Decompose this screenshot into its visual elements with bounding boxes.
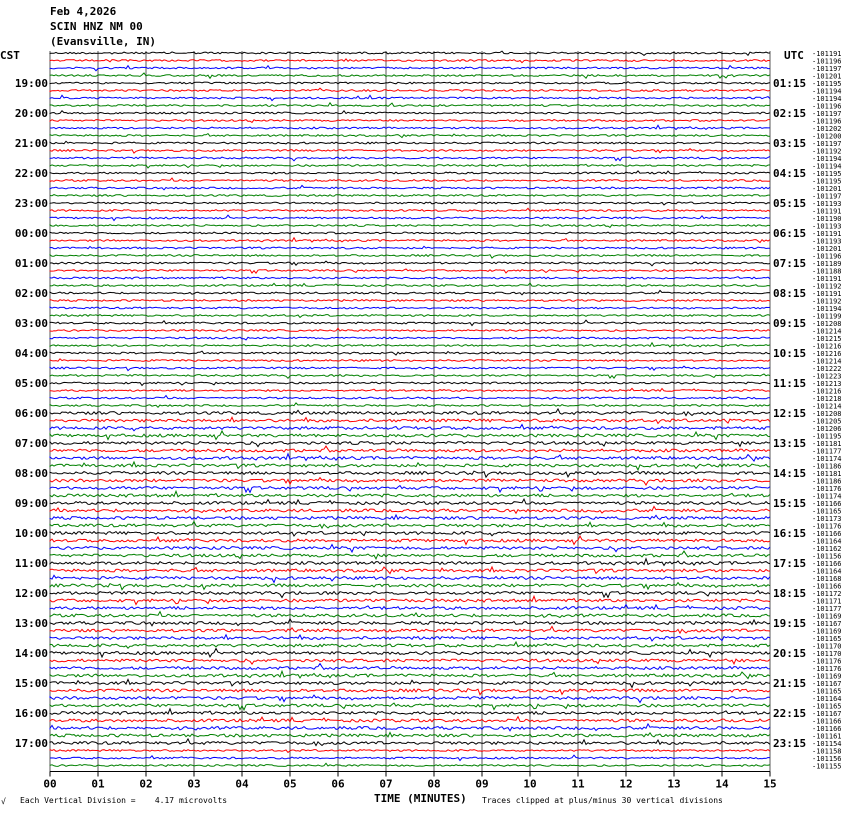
seismic-trace [50, 486, 770, 493]
seismic-trace [50, 315, 770, 318]
header-date: Feb 4,2026 [50, 5, 117, 18]
trace-offset-label: -101169 [812, 627, 842, 636]
seismic-trace [50, 141, 770, 144]
seismic-trace [50, 521, 770, 528]
trace-offset-label: -101161 [812, 732, 842, 741]
right-hour-label: 20:15 [773, 647, 807, 660]
seismic-trace [50, 409, 770, 416]
x-tick-label: 15 [763, 777, 777, 791]
trace-offset-label: -101167 [812, 620, 842, 628]
right-hour-label: 15:15 [773, 497, 807, 510]
left-hour-label: 21:00 [14, 137, 48, 150]
trace-offset-label: -101170 [812, 650, 842, 658]
seismic-trace [50, 73, 770, 78]
right-hour-label: 14:15 [773, 467, 807, 480]
trace-offset-label: -101216 [812, 350, 842, 358]
right-hour-label: 01:15 [773, 77, 807, 90]
seismic-trace [50, 277, 770, 279]
seismic-trace [50, 532, 770, 536]
trace-offset-label: -101176 [812, 522, 842, 531]
trace-offset-label: -101155 [812, 762, 842, 771]
right-hour-label: 18:15 [773, 587, 807, 600]
left-hour-label: 23:00 [14, 197, 48, 210]
trace-offset-label: -101164 [812, 567, 842, 576]
seismic-trace [50, 202, 770, 205]
seismic-trace [50, 95, 770, 100]
right-hour-label: 12:15 [773, 407, 807, 420]
seismic-trace [50, 255, 770, 259]
trace-offset-label: -101176 [812, 657, 842, 666]
trace-offset-label: -101197 [812, 140, 842, 148]
trace-offset-label: -101193 [812, 222, 842, 231]
trace-offset-label: -101194 [812, 155, 842, 163]
right-hour-label: 21:15 [773, 677, 807, 690]
seismic-trace [50, 269, 770, 273]
seismic-trace [50, 246, 770, 249]
right-hour-label: 05:15 [773, 197, 807, 210]
trace-offset-label: -101223 [812, 372, 842, 381]
x-tick-label: 06 [331, 777, 345, 791]
seismic-trace [50, 51, 770, 55]
x-axis-title: TIME (MINUTES) [374, 792, 467, 805]
seismic-trace [50, 195, 770, 197]
x-tick-label: 01 [91, 777, 105, 791]
trace-offset-label: -101156 [812, 755, 842, 763]
trace-offset-label: -101173 [812, 515, 842, 523]
x-tick-label: 13 [667, 777, 681, 791]
trace-offset-label: -101166 [812, 530, 842, 538]
trace-offset-label: -101186 [812, 477, 842, 486]
trace-offset-label: -101195 [812, 170, 842, 178]
left-hour-label: 05:00 [14, 377, 48, 390]
trace-offset-label: -101189 [812, 260, 842, 268]
left-hour-label: 03:00 [14, 317, 48, 330]
seismic-trace [50, 559, 770, 566]
x-tick-label: 09 [475, 777, 489, 791]
seismic-trace [50, 695, 770, 702]
left-hour-label: 06:00 [14, 407, 48, 420]
seismic-trace [50, 120, 770, 123]
trace-offset-label: -101205 [812, 417, 842, 426]
seismic-trace [50, 664, 770, 670]
trace-offset-label: -101169 [812, 672, 842, 681]
trace-offset-label: -101193 [812, 200, 842, 208]
trace-offset-label: -101167 [812, 710, 842, 718]
trace-offset-label: -101168 [812, 575, 842, 583]
right-hour-label: 09:15 [773, 317, 807, 330]
seismic-trace [50, 403, 770, 407]
trace-offset-label: -101191 [812, 230, 842, 238]
seismic-trace [50, 732, 770, 737]
seismic-trace [50, 300, 770, 302]
seismic-trace [50, 328, 770, 331]
scale-note: Each Vertical Division = 4.17 microvolts [20, 796, 228, 805]
x-tick-label: 12 [619, 777, 633, 791]
seismic-trace [50, 66, 770, 71]
trace-offset-label: -101167 [812, 680, 842, 688]
right-zone-label: UTC [784, 49, 804, 62]
x-tick-label: 11 [571, 777, 585, 791]
seismic-trace [50, 750, 770, 753]
left-hour-label: 07:00 [14, 437, 48, 450]
trace-offset-label: -101195 [812, 177, 842, 186]
seismic-trace [50, 374, 770, 378]
x-tick-label: 08 [427, 777, 441, 791]
right-hour-label: 11:15 [773, 377, 807, 390]
seismic-trace [50, 290, 770, 294]
seismic-trace [50, 709, 770, 715]
seismic-trace [50, 359, 770, 362]
left-hour-label: 10:00 [14, 527, 48, 540]
trace-offset-label: -101190 [812, 215, 842, 223]
trace-offset-label: -101166 [812, 582, 842, 591]
seismic-trace [50, 717, 770, 722]
left-hour-label: 01:00 [14, 257, 48, 270]
seismic-trace [50, 157, 770, 161]
x-tick-label: 04 [235, 777, 249, 791]
left-hour-label: 08:00 [14, 467, 48, 480]
trace-offset-label: -101169 [812, 612, 842, 621]
seismic-trace [50, 619, 770, 626]
seismic-trace [50, 583, 770, 590]
trace-offset-label: -101214 [812, 402, 842, 411]
trace-offset-label: -101194 [812, 305, 842, 313]
left-hour-label: 04:00 [14, 347, 48, 360]
seismic-trace [50, 382, 770, 386]
trace-offset-label: -101165 [812, 507, 842, 516]
right-hour-label: 22:15 [773, 707, 807, 720]
seismic-trace [50, 596, 770, 604]
right-hour-label: 13:15 [773, 437, 807, 450]
trace-offset-label: -101216 [812, 387, 842, 396]
trace-offset-label: -101170 [812, 642, 842, 651]
trace-offset-label: -101166 [812, 725, 842, 733]
trace-offset-label: -101208 [812, 410, 842, 418]
seismic-trace [50, 679, 770, 687]
trace-offset-label: -101191 [812, 275, 842, 283]
seismic-trace [50, 446, 770, 452]
x-tick-label: 14 [715, 777, 729, 791]
trace-offset-label: -101181 [812, 440, 842, 448]
trace-offset-label: -101214 [812, 357, 842, 366]
seismic-trace [50, 545, 770, 553]
left-hour-label: 11:00 [14, 557, 48, 570]
seismic-trace [50, 215, 770, 220]
trace-offset-label: -101199 [812, 312, 842, 321]
trace-offset-label: -101195 [812, 432, 842, 441]
trace-offset-label: -101156 [812, 552, 842, 561]
trace-offset-label: -101166 [812, 500, 842, 508]
seismic-trace [50, 471, 770, 477]
right-hour-label: 07:15 [773, 257, 807, 270]
seismic-trace [50, 431, 770, 440]
seismic-trace [50, 612, 770, 618]
seismic-trace [50, 283, 770, 286]
seismic-trace [50, 642, 770, 648]
right-hour-label: 16:15 [773, 527, 807, 540]
seismic-trace [50, 591, 770, 598]
trace-offset-label: -101194 [812, 162, 842, 171]
trace-offset-label: -101193 [812, 237, 842, 246]
trace-offset-label: -101164 [812, 695, 842, 703]
left-hour-label: 20:00 [14, 107, 48, 120]
seismic-trace [50, 515, 770, 520]
corner-mark: √ [1, 797, 6, 806]
seismic-trace [50, 343, 770, 347]
trace-offset-label: -101214 [812, 327, 842, 336]
trace-offset-label: -101176 [812, 485, 842, 493]
left-hour-label: 19:00 [14, 77, 48, 90]
seismic-trace [50, 307, 770, 309]
left-hour-label: 16:00 [14, 707, 48, 720]
right-hour-label: 17:15 [773, 557, 807, 570]
right-hour-label: 02:15 [773, 107, 807, 120]
seismic-trace [50, 671, 770, 678]
trace-offset-label: -101194 [812, 95, 842, 103]
trace-offset-label: -101192 [812, 282, 842, 291]
trace-offset-label: -101165 [812, 635, 842, 643]
seismic-trace [50, 225, 770, 228]
left-hour-label: 17:00 [14, 737, 48, 750]
seismic-trace [50, 134, 770, 138]
seismic-trace [50, 320, 770, 325]
trace-offset-label: -101197 [812, 110, 842, 118]
trace-offset-label: -101177 [812, 447, 842, 456]
right-hour-label: 23:15 [773, 737, 807, 750]
left-hour-label: 13:00 [14, 617, 48, 630]
trace-offset-label: -101194 [812, 87, 842, 96]
right-hour-label: 06:15 [773, 227, 807, 240]
trace-offset-label: -101166 [812, 717, 842, 726]
trace-offset-label: -101201 [812, 185, 842, 193]
trace-offset-label: -101181 [812, 470, 842, 478]
seismic-trace [50, 506, 770, 513]
right-hour-label: 10:15 [773, 347, 807, 360]
trace-offset-label: -101201 [812, 245, 842, 253]
x-tick-label: 02 [139, 777, 153, 791]
right-hour-label: 19:15 [773, 617, 807, 630]
trace-offset-label: -101201 [812, 72, 842, 81]
seismic-trace [50, 659, 770, 664]
trace-offset-label: -101171 [812, 597, 842, 606]
seismic-trace [50, 208, 770, 211]
seismic-trace [50, 185, 770, 189]
seismic-trace [50, 103, 770, 107]
x-tick-label: 00 [43, 777, 57, 791]
right-hour-label: 08:15 [773, 287, 807, 300]
left-hour-label: 15:00 [14, 677, 48, 690]
trace-offset-label: -101154 [812, 740, 842, 748]
seismic-trace [50, 442, 770, 447]
trace-offset-label: -101191 [812, 290, 842, 298]
left-hour-label: 22:00 [14, 167, 48, 180]
seismic-trace [50, 337, 770, 340]
seismic-trace [50, 111, 770, 114]
seismic-trace [50, 238, 770, 243]
seismic-trace [50, 351, 770, 355]
seismic-trace [50, 551, 770, 559]
seismic-trace [50, 649, 770, 658]
seismic-trace [50, 164, 770, 168]
seismic-trace [50, 605, 770, 610]
seismic-trace [50, 232, 770, 234]
trace-offset-label: -101158 [812, 747, 842, 756]
trace-offset-label: -101197 [812, 65, 842, 73]
seismic-trace [50, 59, 770, 63]
trace-offset-label: -101196 [812, 102, 842, 111]
trace-offset-label: -101191 [812, 50, 842, 58]
trace-offset-label: -101213 [812, 380, 842, 388]
trace-offset-label: -101196 [812, 252, 842, 261]
seismic-trace [50, 763, 770, 766]
trace-offset-label: -101166 [812, 560, 842, 568]
seismic-trace [50, 125, 770, 129]
seismic-trace [50, 739, 770, 746]
seismic-trace [50, 366, 770, 370]
seismic-trace [50, 82, 770, 84]
x-tick-label: 10 [523, 777, 537, 791]
seismic-trace [50, 388, 770, 391]
seismic-trace [50, 261, 770, 266]
left-hour-label: 12:00 [14, 587, 48, 600]
trace-offset-label: -101174 [812, 492, 842, 501]
x-tick-label: 07 [379, 777, 393, 791]
trace-offset-label: -101192 [812, 147, 842, 156]
seismic-trace [50, 499, 770, 504]
seismic-trace [50, 755, 770, 760]
trace-offset-label: -101206 [812, 425, 842, 433]
seismic-trace [50, 626, 770, 633]
trace-offset-label: -101172 [812, 590, 842, 598]
seismic-trace [50, 178, 770, 182]
seismic-trace [50, 396, 770, 400]
trace-offset-label: -101216 [812, 342, 842, 351]
seismic-trace [50, 417, 770, 423]
seismic-trace [50, 88, 770, 91]
trace-offset-label: -101200 [812, 132, 842, 141]
seismic-trace [50, 425, 770, 431]
left-hour-label: 09:00 [14, 497, 48, 510]
trace-offset-label: -101188 [812, 267, 842, 276]
seismic-trace [50, 689, 770, 695]
seismic-trace [50, 703, 770, 710]
trace-offset-label: -101195 [812, 80, 842, 88]
trace-offset-label: -101202 [812, 125, 842, 133]
trace-offset-label: -101192 [812, 297, 842, 306]
trace-offset-label: -101177 [812, 605, 842, 613]
seismic-trace [50, 567, 770, 574]
header-location: (Evansville, IN) [50, 35, 156, 48]
trace-offset-label: -101197 [812, 192, 842, 201]
right-hour-label: 04:15 [773, 167, 807, 180]
header-station: SCIN HNZ NM 00 [50, 20, 143, 33]
trace-offset-label: -101176 [812, 665, 842, 673]
trace-offset-label: -101222 [812, 365, 842, 373]
trace-offset-label: -101191 [812, 207, 842, 216]
left-hour-label: 14:00 [14, 647, 48, 660]
trace-offset-label: -101196 [812, 117, 842, 126]
seismic-trace [50, 149, 770, 153]
seismic-trace [50, 462, 770, 470]
seismic-trace [50, 478, 770, 485]
trace-offset-label: -101208 [812, 320, 842, 328]
trace-offset-label: -101196 [812, 57, 842, 66]
trace-offset-label: -101165 [812, 702, 842, 711]
trace-offset-label: -101174 [812, 455, 842, 463]
left-hour-label: 00:00 [14, 227, 48, 240]
trace-offset-label: -101162 [812, 545, 842, 553]
seismic-trace [50, 724, 770, 731]
trace-offset-label: -101218 [812, 395, 842, 403]
x-tick-label: 05 [283, 777, 297, 791]
trace-offset-label: -101186 [812, 462, 842, 471]
left-hour-label: 02:00 [14, 287, 48, 300]
seismic-trace [50, 575, 770, 582]
right-hour-label: 03:15 [773, 137, 807, 150]
x-tick-label: 03 [187, 777, 201, 791]
seismic-trace [50, 491, 770, 497]
seismic-trace [50, 171, 770, 174]
left-zone-label: CST [0, 49, 20, 62]
trace-offset-label: -101165 [812, 687, 842, 696]
trace-offset-label: -101215 [812, 335, 842, 343]
trace-offset-label: -101164 [812, 537, 842, 546]
seismic-trace [50, 635, 770, 641]
clip-note: Traces clipped at plus/minus 30 vertical divisions [482, 796, 723, 805]
seismic-trace [50, 536, 770, 545]
seismic-trace [50, 454, 770, 461]
